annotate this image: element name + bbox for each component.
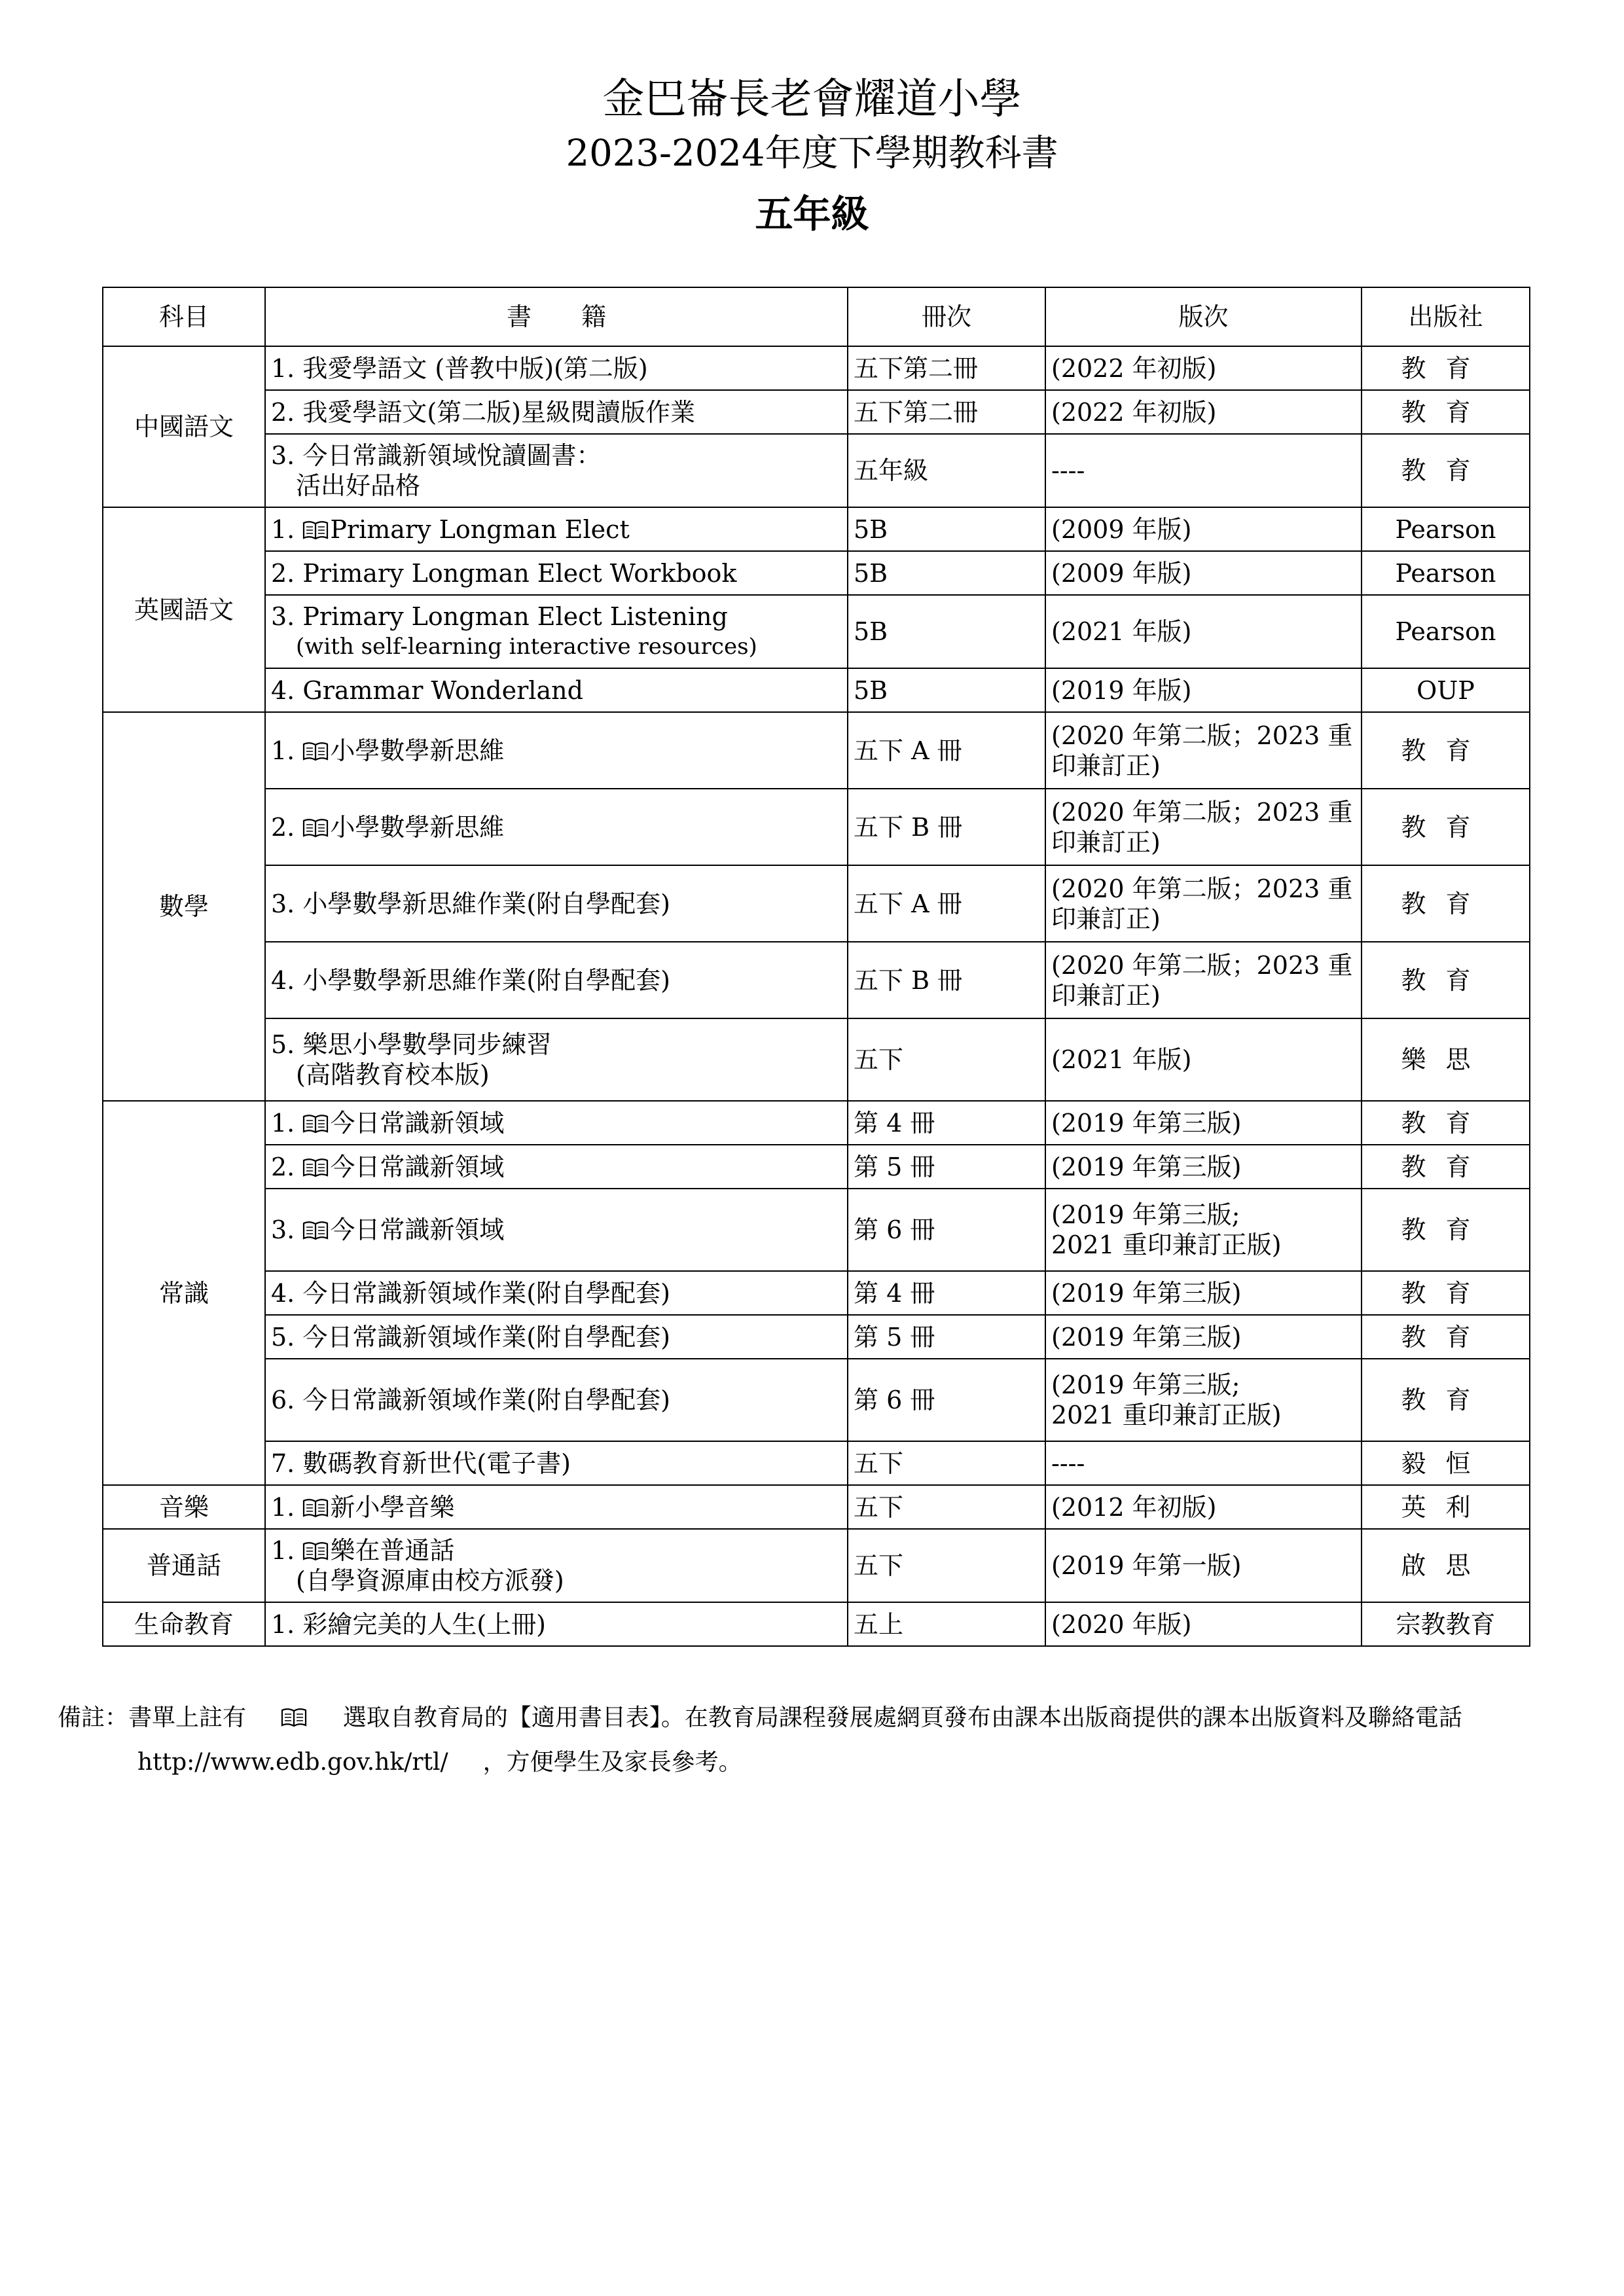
edition-text-2: 印兼訂正) <box>1051 980 1161 1010</box>
publisher-cell: 宗教教育 <box>1362 1602 1530 1646</box>
note-url[interactable]: http://www.edb.gov.hk/rtl/ <box>137 1749 448 1776</box>
publisher-cell: OUP <box>1362 668 1530 712</box>
open-book-icon <box>302 1498 329 1518</box>
book-number: 5. 今日常識新領域作業(附自學配套) <box>271 1322 670 1352</box>
book-title-text: 今日常識新領域 <box>330 1215 505 1244</box>
book-number: 3. Primary Longman Elect Listening <box>271 602 728 631</box>
publisher-cell: 教育 <box>1362 1101 1530 1145</box>
edition-text: (2021 年版) <box>1051 617 1192 646</box>
table-row <box>103 668 1530 712</box>
publisher-cell: 樂思 <box>1362 1018 1530 1101</box>
book-title <box>271 1493 454 1522</box>
book-cell <box>265 1315 848 1359</box>
publisher-cell: 教育 <box>1362 1189 1530 1271</box>
volume-cell: 第 4 冊 <box>848 1101 1045 1145</box>
book-number: 4. 今日常識新領域作業(附自學配套) <box>271 1278 670 1308</box>
book-number: 2. <box>271 812 303 842</box>
book-title <box>271 1610 546 1639</box>
edition-cell <box>1045 434 1362 507</box>
book-cell <box>265 1602 848 1646</box>
edition-text-2: 印兼訂正) <box>1051 827 1161 857</box>
note-prefix: 備註：書單上註有 <box>58 1704 247 1731</box>
volume-cell: 五下 A 冊 <box>848 865 1045 942</box>
table-row <box>103 1018 1530 1101</box>
edition-text-2: 2021 重印兼訂正版) <box>1051 1401 1282 1429</box>
volume-cell: 五下 A 冊 <box>848 712 1045 789</box>
table-row <box>103 390 1530 434</box>
book-title <box>271 1536 454 1565</box>
edition-text: ---- <box>1051 456 1085 485</box>
edition-text: (2020 年第二版；2023 重 <box>1051 874 1353 903</box>
book-number: 1. 我愛學語文 (普教中版)(第二版) <box>271 353 648 383</box>
publisher-cell: Pearson <box>1362 507 1530 551</box>
book-title <box>271 966 670 995</box>
open-book-icon <box>302 1541 329 1561</box>
term-title: 2023-2024年度下學期教科書 <box>566 132 1058 175</box>
subject-cell: 常識 <box>103 1101 265 1485</box>
edition-text-2: 印兼訂正) <box>1051 904 1161 933</box>
book-cell <box>265 1101 848 1145</box>
edition-cell <box>1045 1145 1362 1189</box>
edition-text: (2019 年第三版; <box>1051 1200 1240 1229</box>
edition-text: (2020 年版) <box>1051 1609 1192 1639</box>
edition-cell <box>1045 1018 1362 1101</box>
volume-cell: 第 6 冊 <box>848 1189 1045 1271</box>
subject-cell: 普通話 <box>103 1529 265 1602</box>
volume-cell: 第 5 冊 <box>848 1145 1045 1189</box>
book-subtitle: 活出好品格 <box>296 471 421 500</box>
open-book-icon <box>281 1708 307 1727</box>
book-cell <box>265 1485 848 1529</box>
textbook-table <box>102 287 1530 1647</box>
edition-cell <box>1045 595 1362 668</box>
book-cell <box>265 789 848 865</box>
edition-text: (2022 年初版) <box>1051 397 1217 427</box>
volume-cell: 五下 B 冊 <box>848 789 1045 865</box>
table-body <box>103 346 1530 1646</box>
edition-cell <box>1045 551 1362 595</box>
edition-cell <box>1045 1485 1362 1529</box>
open-book-icon <box>302 742 329 761</box>
open-book-icon <box>302 520 329 540</box>
edition-cell <box>1045 390 1362 434</box>
edition-cell <box>1045 507 1362 551</box>
book-number: 2. <box>271 1152 303 1181</box>
book-cell <box>265 942 848 1018</box>
book-number: 5. 樂思小學數學同步練習 <box>271 1030 552 1059</box>
book-title <box>271 1109 504 1138</box>
book-cell <box>265 865 848 942</box>
book-cell <box>265 551 848 595</box>
edition-cell <box>1045 1189 1362 1271</box>
book-number: 4. Grammar Wonderland <box>271 675 583 705</box>
table-row <box>103 551 1530 595</box>
book-title-text: 小學數學新思維 <box>330 736 505 765</box>
book-title <box>271 889 670 918</box>
book-cell <box>265 1271 848 1315</box>
book-cell <box>265 1441 848 1485</box>
volume-cell: 第 4 冊 <box>848 1271 1045 1315</box>
edition-cell <box>1045 865 1362 942</box>
book-cell <box>265 668 848 712</box>
book-title <box>271 1279 670 1308</box>
edition-text-2: 2021 重印兼訂正版) <box>1051 1230 1282 1259</box>
header-book: 書 籍 <box>265 287 848 346</box>
grade-title: 五年級 <box>755 192 869 236</box>
publisher-cell: 教育 <box>1362 1271 1530 1315</box>
edition-text: (2020 年第二版；2023 重 <box>1051 721 1353 750</box>
header-edition: 版次 <box>1045 287 1362 346</box>
edition-text: (2019 年版) <box>1051 675 1192 705</box>
edition-cell <box>1045 346 1362 390</box>
open-book-icon <box>302 1114 329 1134</box>
book-number: 6. 今日常識新領域作業(附自學配套) <box>271 1386 670 1414</box>
publisher-cell: 教育 <box>1362 942 1530 1018</box>
subject-cell: 生命教育 <box>103 1602 265 1646</box>
table-row <box>103 1315 1530 1359</box>
publisher-cell: 啟思 <box>1362 1529 1530 1602</box>
note-text-2: ，方便學生及家長參考。 <box>482 1749 742 1776</box>
book-title <box>271 676 583 705</box>
volume-cell: 五下 <box>848 1018 1045 1101</box>
book-number: 1. <box>271 1536 303 1565</box>
book-number: 1. <box>271 1492 303 1522</box>
volume-cell: 五下 <box>848 1485 1045 1529</box>
book-title <box>271 736 504 765</box>
edition-cell <box>1045 1602 1362 1646</box>
publisher-cell: 教育 <box>1362 1315 1530 1359</box>
book-number: 3. 小學數學新思維作業(附自學配套) <box>271 889 670 918</box>
publisher-cell: 教育 <box>1362 346 1530 390</box>
volume-cell: 五下 B 冊 <box>848 942 1045 1018</box>
book-cell <box>265 507 848 551</box>
book-cell <box>265 1529 848 1602</box>
table-row <box>103 865 1530 942</box>
publisher-cell: 教育 <box>1362 712 1530 789</box>
book-number: 1. <box>271 514 303 544</box>
book-cell <box>265 1359 848 1441</box>
volume-cell: 5B <box>848 668 1045 712</box>
edition-cell <box>1045 942 1362 1018</box>
edition-text: (2019 年第三版) <box>1051 1108 1242 1138</box>
book-title-text: 新小學音樂 <box>330 1492 455 1522</box>
book-number: 3. <box>271 1215 303 1244</box>
table-row <box>103 1602 1530 1646</box>
table-row <box>103 789 1530 865</box>
table-row <box>103 1359 1530 1441</box>
table-row <box>103 942 1530 1018</box>
table-row <box>103 1441 1530 1485</box>
book-number: 2. Primary Longman Elect Workbook <box>271 558 737 588</box>
edition-text: (2019 年第一版) <box>1051 1551 1242 1580</box>
edition-text: (2020 年第二版；2023 重 <box>1051 950 1353 980</box>
open-book-icon <box>302 1158 329 1177</box>
note-text: 選取自教育局的【適用書目表】。在教育局課程發展處網頁發布由課本出版商提供的課本出版資料及聯絡電話 <box>342 1704 1462 1731</box>
book-title-text: 小學數學新思維 <box>330 812 505 842</box>
book-number: 2. 我愛學語文(第二版)星級閱讀版作業 <box>271 397 695 427</box>
book-cell <box>265 595 848 668</box>
edition-cell <box>1045 1359 1362 1441</box>
edition-text: (2021 年版) <box>1051 1045 1192 1074</box>
subject-cell: 中國語文 <box>103 346 265 507</box>
table-row <box>103 507 1530 551</box>
volume-cell: 五下 <box>848 1441 1045 1485</box>
book-title <box>271 1153 504 1181</box>
open-book-icon <box>302 818 329 838</box>
edition-cell <box>1045 1441 1362 1485</box>
edition-text: (2022 年初版) <box>1051 353 1217 383</box>
note-line-2 <box>137 1746 742 1779</box>
volume-cell: 五年級 <box>848 434 1045 507</box>
publisher-cell: Pearson <box>1362 595 1530 668</box>
book-cell <box>265 712 848 789</box>
publisher-cell: 教育 <box>1362 1145 1530 1189</box>
book-number: 7. 數碼教育新世代(電子書) <box>271 1448 571 1478</box>
book-number: 1. <box>271 736 303 765</box>
volume-cell: 5B <box>848 551 1045 595</box>
publisher-cell: 教育 <box>1362 390 1530 434</box>
table-row <box>103 1145 1530 1189</box>
edition-text: (2019 年第三版) <box>1051 1322 1242 1352</box>
table-row <box>103 1101 1530 1145</box>
book-title <box>271 1449 571 1478</box>
publisher-cell: 教育 <box>1362 865 1530 942</box>
book-cell <box>265 434 848 507</box>
table-row <box>103 712 1530 789</box>
table-row <box>103 1271 1530 1315</box>
publisher-cell: 教育 <box>1362 789 1530 865</box>
book-subtitle: (自學資源庫由校方派發) <box>296 1566 564 1595</box>
book-number: 1. 彩繪完美的人生(上冊) <box>271 1609 546 1639</box>
header-publisher: 出版社 <box>1362 287 1530 346</box>
subject-cell: 音樂 <box>103 1485 265 1529</box>
book-title <box>271 398 695 427</box>
edition-text: (2019 年第三版) <box>1051 1278 1242 1308</box>
header-subject: 科目 <box>103 287 265 346</box>
edition-text: ---- <box>1051 1448 1085 1478</box>
volume-cell: 第 5 冊 <box>848 1315 1045 1359</box>
edition-text: (2020 年第二版；2023 重 <box>1051 797 1353 827</box>
volume-cell: 五下第二冊 <box>848 390 1045 434</box>
book-number: 4. 小學數學新思維作業(附自學配套) <box>271 965 670 995</box>
note-line-1 <box>58 1702 1462 1734</box>
volume-cell: 第 6 冊 <box>848 1359 1045 1441</box>
book-title <box>271 1386 670 1414</box>
book-title <box>271 602 728 631</box>
publisher-cell: 毅恒 <box>1362 1441 1530 1485</box>
book-number: 3. 今日常識新領域悅讀圖書： <box>271 441 602 470</box>
edition-text: (2019 年第三版; <box>1051 1371 1240 1399</box>
header-volume: 冊次 <box>848 287 1045 346</box>
open-book-icon <box>302 1221 329 1240</box>
book-title-text: 今日常識新領域 <box>330 1152 505 1181</box>
edition-text: (2009 年版) <box>1051 514 1192 544</box>
volume-cell: 5B <box>848 595 1045 668</box>
table-row <box>103 595 1530 668</box>
book-title-text: 樂在普通話 <box>330 1536 455 1565</box>
volume-cell: 五下 <box>848 1529 1045 1602</box>
table-row <box>103 1189 1530 1271</box>
book-title-text: 今日常識新領域 <box>330 1108 505 1138</box>
book-cell <box>265 1018 848 1101</box>
book-number: 1. <box>271 1108 303 1138</box>
book-cell <box>265 346 848 390</box>
table-header-row <box>103 287 1530 346</box>
table-row <box>103 1485 1530 1529</box>
edition-text: (2012 年初版) <box>1051 1492 1217 1522</box>
book-title <box>271 813 504 842</box>
table-row <box>103 434 1530 507</box>
edition-text: (2019 年第三版) <box>1051 1152 1242 1181</box>
table-row <box>103 346 1530 390</box>
edition-cell <box>1045 1101 1362 1145</box>
edition-cell <box>1045 668 1362 712</box>
volume-cell: 五上 <box>848 1602 1045 1646</box>
publisher-cell: 英利 <box>1362 1485 1530 1529</box>
subject-cell: 英國語文 <box>103 507 265 712</box>
book-title <box>271 1215 504 1244</box>
book-title <box>271 441 601 470</box>
book-title <box>271 354 648 383</box>
book-subtitle: (高階教育校本版) <box>296 1060 490 1089</box>
book-cell <box>265 1145 848 1189</box>
volume-cell: 5B <box>848 507 1045 551</box>
book-title <box>271 1030 551 1059</box>
publisher-cell: 教育 <box>1362 1359 1530 1441</box>
publisher-cell: Pearson <box>1362 551 1530 595</box>
school-name: 金巴崙長老會耀道小學 <box>602 75 1022 124</box>
book-title <box>271 1323 670 1352</box>
book-title <box>271 515 630 544</box>
publisher-cell: 教育 <box>1362 434 1530 507</box>
book-cell <box>265 390 848 434</box>
book-cell <box>265 1189 848 1271</box>
edition-cell <box>1045 1529 1362 1602</box>
subject-cell: 數學 <box>103 712 265 1101</box>
book-title <box>271 559 736 588</box>
book-title-text: Primary Longman Elect <box>330 514 630 544</box>
volume-cell: 五下第二冊 <box>848 346 1045 390</box>
edition-text: (2009 年版) <box>1051 558 1192 588</box>
book-subtitle: (with self-learning interactive resources) <box>296 634 757 660</box>
edition-text-2: 印兼訂正) <box>1051 751 1161 780</box>
edition-cell <box>1045 712 1362 789</box>
edition-cell <box>1045 1271 1362 1315</box>
table-row <box>103 1529 1530 1602</box>
edition-cell <box>1045 1315 1362 1359</box>
edition-cell <box>1045 789 1362 865</box>
